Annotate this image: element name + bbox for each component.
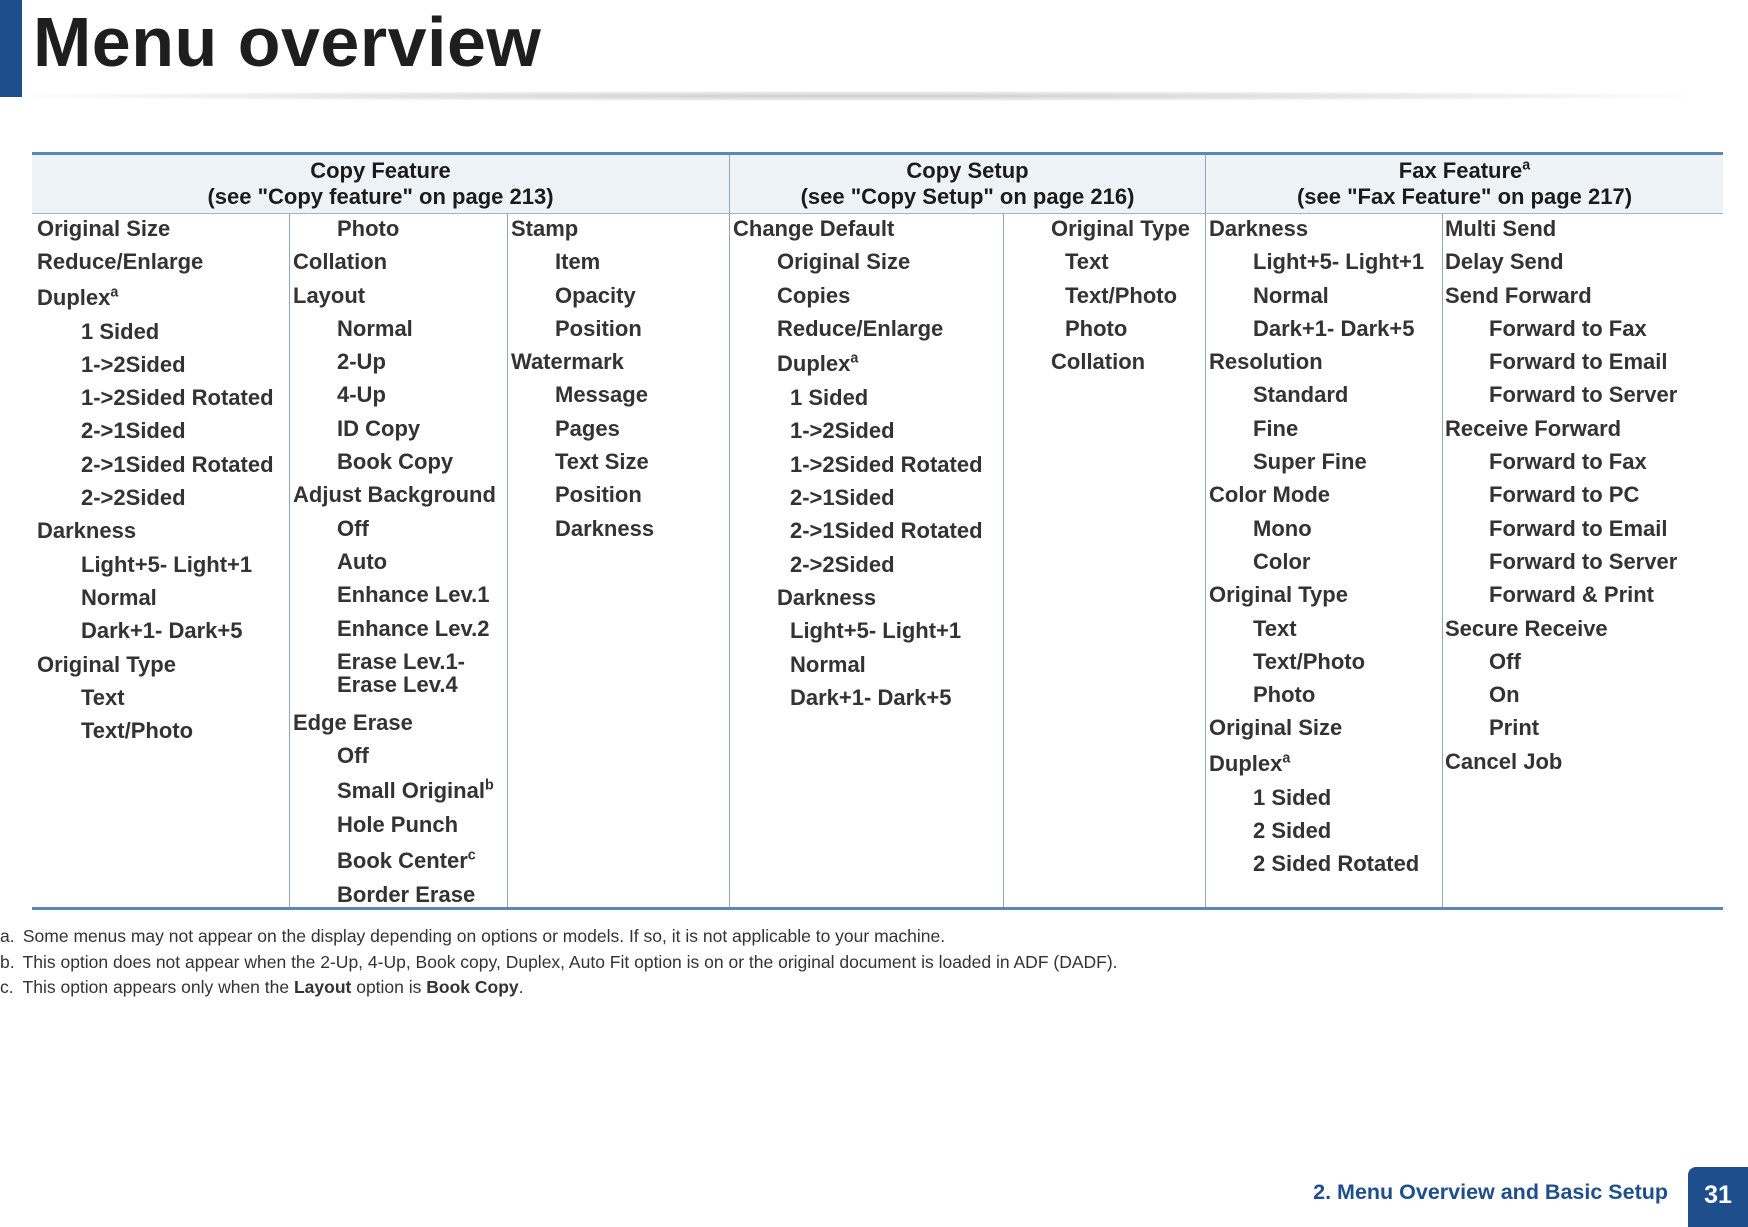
menu-item [1445, 345, 1721, 378]
page-number-badge: 31 [1688, 1167, 1748, 1227]
menu-item-label: Darkness [1209, 216, 1309, 241]
menu-item-label: Photo [337, 216, 400, 241]
menu-item-label: Normal [790, 651, 866, 677]
header-copy-feature [32, 155, 729, 213]
menu-item [1445, 312, 1721, 345]
menu-item [1445, 645, 1721, 678]
menu-item [733, 414, 1001, 447]
menu-item-label: Book Center [337, 847, 468, 873]
menu-item-label: Print [1489, 715, 1540, 741]
footnote-letter: b. [0, 951, 15, 972]
menu-item [37, 245, 287, 278]
menu-item-label: Forward to Server [1489, 382, 1678, 408]
menu-item-label: 2 Sided Rotated [1253, 851, 1420, 877]
menu-item-label: 1->2Sided Rotated [81, 385, 274, 411]
menu-item-label: Copies [777, 282, 851, 308]
menu-item [733, 581, 1001, 614]
menu-item-label: Light+5- Light+1 [790, 618, 962, 644]
header-divider [1205, 155, 1206, 213]
menu-item-label: Duplex [777, 351, 851, 377]
header-copy-setup [730, 155, 1205, 213]
menu-item-label: Photo [1253, 682, 1316, 708]
menu-item-label: 2->1Sided [81, 418, 186, 444]
menu-item [1445, 279, 1721, 312]
menu-item-label: Adjust Background [293, 482, 496, 508]
menu-item [733, 245, 1001, 278]
menu-table [32, 152, 1723, 910]
footnote-c [0, 975, 1118, 1001]
footnote-ref: c [467, 847, 476, 864]
menu-item-label: ID Copy [337, 415, 421, 441]
menu-item-label: Photo [1065, 315, 1128, 341]
menu-item [511, 212, 726, 245]
menu-item [293, 245, 505, 278]
menu-item-label: Forward to Fax [1489, 315, 1647, 341]
menu-item-label: 1->2Sided [81, 351, 186, 377]
menu-item [1445, 678, 1721, 711]
menu-item-label: Original Type [1051, 216, 1190, 241]
menu-item-label: Light+5- Light+1 [1253, 249, 1425, 275]
menu-item-label: Text/Photo [1065, 282, 1178, 308]
menu-item-label: Off [1489, 648, 1521, 674]
menu-item [1209, 545, 1440, 578]
footnote-ref: a [1282, 750, 1291, 767]
header-copy-feature-name: Copy Feature [310, 158, 451, 183]
menu-item-label: Darkness [37, 518, 137, 544]
footnote-ref: a [850, 350, 859, 367]
menu-item [1209, 814, 1440, 847]
menu-item-label: Off [337, 515, 369, 541]
menu-item-label: Off [337, 743, 369, 769]
menu-item [1209, 512, 1440, 545]
menu-item [37, 448, 287, 481]
header-divider [729, 155, 730, 213]
header-fax-feature-title [1206, 158, 1723, 184]
menu-item [293, 345, 505, 378]
menu-item-label: Change Default [733, 216, 895, 241]
menu-item [1209, 645, 1440, 678]
menu-item [1209, 847, 1440, 880]
menu-item [1209, 578, 1440, 611]
menu-item [37, 514, 287, 547]
column-divider [1003, 214, 1004, 907]
menu-item-label: Normal [337, 315, 413, 341]
menu-item [1445, 378, 1721, 411]
menu-item-label: Stamp [511, 216, 579, 241]
menu-item [37, 212, 287, 245]
column-divider [1205, 214, 1206, 907]
menu-item [511, 245, 726, 278]
menu-item-label: 4-Up [337, 382, 386, 408]
menu-item-label: Forward to Server [1489, 548, 1678, 574]
menu-item [1445, 478, 1721, 511]
menu-item [733, 212, 1001, 245]
menu-item-label: Dark+1- Dark+5 [81, 618, 243, 644]
menu-item-label: Receive Forward [1445, 415, 1622, 441]
menu-item [293, 545, 505, 578]
menu-item [511, 445, 726, 478]
menu-item [733, 381, 1001, 414]
footnote-letter: c. [0, 977, 14, 997]
menu-item [293, 578, 505, 611]
menu-item-label: Cancel Job [1445, 748, 1563, 774]
menu-item-label: Message [555, 382, 648, 408]
menu-item [511, 378, 726, 411]
menu-item [1209, 478, 1440, 511]
menu-item [293, 512, 505, 545]
menu-item [1209, 378, 1440, 411]
menu-item [1209, 212, 1440, 245]
menu-item [293, 645, 497, 706]
menu-item-label: Position [555, 482, 642, 508]
menu-item [1051, 345, 1203, 378]
menu-item-label: Normal [81, 584, 157, 610]
menu-item-label: Fine [1253, 415, 1299, 441]
menu-item [293, 772, 505, 808]
footnote-ref: a [110, 284, 119, 301]
menu-item-label: 2->1Sided Rotated [81, 451, 274, 477]
menu-item-label: Border Erase [337, 881, 476, 907]
page-title: Menu overview [33, 3, 542, 81]
menu-item [1445, 578, 1721, 611]
column-divider [1442, 214, 1443, 907]
header-fax-feature-ref: (see "Fax Feature" on page 217) [1296, 184, 1633, 209]
menu-item [511, 345, 726, 378]
menu-item-label: Watermark [511, 349, 624, 375]
column-divider [729, 214, 730, 907]
menu-item-label: Auto [337, 548, 388, 574]
menu-item-label: Original Size [37, 216, 171, 241]
menu-item [293, 842, 505, 878]
menu-item-label: Book Copy [337, 449, 454, 475]
header-copy-feature-ref: (see "Copy feature" on page 213) [207, 184, 554, 209]
menu-item-label: Forward to PC [1489, 482, 1640, 508]
menu-item-label: Color Mode [1209, 482, 1330, 508]
menu-item [1445, 612, 1721, 645]
menu-item-label: On [1489, 682, 1520, 708]
menu-item-label: Forward to Fax [1489, 449, 1647, 475]
header-fax-feature [1206, 155, 1723, 213]
footnote-text: This option does not appear when the 2-Up, 4-Up, Book copy, Duplex, Auto Fit option is on or the original document is loaded in ADF (DADF). [22, 951, 1118, 972]
footnote-a [0, 924, 1118, 950]
menu-item [1051, 279, 1203, 312]
footnote-text: Some menus may not appear on the display depending on options or models. If so, it is not applicable to your machine. [22, 926, 946, 946]
menu-item [1445, 412, 1721, 445]
menu-item-label: 1 Sided [790, 385, 869, 411]
menu-item-label: Reduce/Enlarge [37, 249, 204, 275]
menu-item-label: Text Size [555, 449, 649, 475]
menu-item [293, 445, 505, 478]
menu-item-label: Enhance Lev.1 [337, 582, 490, 608]
menu-item-label: Dark+1- Dark+5 [790, 684, 952, 710]
menu-item [1445, 512, 1721, 545]
menu-column-copy-feature-2 [293, 212, 505, 911]
footnote-bold-term: Layout [293, 977, 352, 997]
menu-item-label: Layout [293, 282, 366, 308]
header-copy-setup-ref: (see "Copy Setup" on page 216) [800, 184, 1135, 209]
column-divider [289, 214, 290, 907]
footnote-letter: a. [0, 926, 15, 946]
menu-item-label: Position [555, 315, 642, 341]
menu-item [293, 478, 505, 511]
menu-item-label: Original Type [1209, 582, 1348, 608]
menu-item-label: Normal [1253, 282, 1329, 308]
menu-item-label: Text/Photo [1253, 648, 1366, 674]
menu-item-label: Original Size [777, 249, 911, 275]
menu-item-label: 2->2Sided [81, 485, 186, 511]
menu-item [37, 681, 287, 714]
footer-chapter-link[interactable]: 2. Menu Overview and Basic Setup [1313, 1180, 1668, 1204]
menu-item-label: Reduce/Enlarge [777, 315, 944, 341]
menu-item [293, 412, 505, 445]
menu-item-label: Hole Punch [337, 812, 459, 838]
menu-item-label: Send Forward [1445, 282, 1592, 308]
menu-item-label: Text/Photo [81, 718, 194, 744]
menu-item-label: Resolution [1209, 349, 1323, 375]
table-bottom-rule [32, 907, 1723, 910]
menu-item [293, 312, 505, 345]
menu-item [1445, 445, 1721, 478]
menu-item-label: Duplex [1209, 750, 1283, 776]
menu-column-copy-feature-3 [511, 212, 726, 545]
footnote-b [0, 950, 1118, 976]
footnote-ref: b [484, 778, 494, 795]
menu-item [733, 548, 1001, 581]
menu-item-label: Pages [555, 415, 620, 441]
menu-item-label: Collation [293, 249, 388, 275]
menu-item-label: Item [555, 249, 601, 275]
menu-item [37, 614, 287, 647]
menu-item-label: 1->2Sided Rotated [790, 451, 983, 477]
menu-item-label: Forward to Email [1489, 515, 1668, 541]
header-fax-feature-name: Fax Feature [1398, 158, 1523, 183]
menu-column-copy-feature-1 [37, 212, 287, 747]
menu-item [37, 381, 287, 414]
menu-item [511, 412, 726, 445]
menu-item [733, 681, 1001, 714]
menu-item [733, 279, 1001, 312]
menu-item-label: Text [81, 684, 125, 710]
title-divider [30, 91, 1685, 101]
menu-item-label: Standard [1253, 382, 1349, 408]
menu-item [1209, 612, 1440, 645]
menu-item-label: Color [1253, 548, 1311, 574]
menu-item [1445, 545, 1721, 578]
menu-item [1209, 678, 1440, 711]
menu-item-label: Original Type [37, 651, 176, 677]
menu-column-copy-setup-2 [1051, 212, 1203, 378]
menu-item [511, 312, 726, 345]
header-copy-setup-name: Copy Setup [906, 158, 1029, 183]
menu-item [1051, 312, 1203, 345]
menu-item-label: 2->2Sided [790, 551, 895, 577]
footnote-bold-term: Book Copy [426, 977, 519, 997]
menu-item [37, 581, 287, 614]
footnote-text: . [518, 977, 524, 997]
menu-item [37, 548, 287, 581]
menu-item-label: 1 Sided [81, 318, 160, 344]
menu-item [293, 279, 505, 312]
menu-item-label: Small Original [337, 778, 485, 804]
menu-item [1209, 279, 1440, 312]
menu-item [37, 714, 287, 747]
menu-item-label: Super Fine [1253, 449, 1367, 475]
menu-item-label: Collation [1051, 349, 1146, 375]
title-accent-bar [0, 0, 22, 97]
menu-item-label: 1->2Sided [790, 418, 895, 444]
menu-item-label: Text [1065, 249, 1109, 275]
menu-item [1209, 445, 1440, 478]
menu-column-fax-feature-2 [1445, 212, 1721, 778]
menu-item [293, 706, 505, 739]
menu-item-label: Edge Erase [293, 709, 413, 735]
menu-item [1209, 312, 1440, 345]
menu-item-label: Light+5- Light+1 [81, 551, 253, 577]
menu-column-copy-setup-1 [733, 212, 1001, 714]
menu-column-fax-feature-1 [1209, 212, 1440, 881]
menu-item [1209, 745, 1440, 781]
menu-item-label: Secure Receive [1445, 615, 1608, 641]
menu-item [733, 648, 1001, 681]
menu-item [733, 345, 1001, 381]
menu-item-label: Erase Lev.1- Erase Lev.4 [337, 648, 466, 697]
menu-item-label: Forward to Email [1489, 349, 1668, 375]
menu-item-label: 1 Sided [1253, 784, 1332, 810]
menu-item [733, 514, 1001, 547]
menu-item [511, 478, 726, 511]
menu-item-label: 2 Sided [1253, 818, 1332, 844]
menu-item [37, 414, 287, 447]
menu-item [1445, 711, 1721, 744]
footnote-text: This option appears only when the [22, 977, 294, 997]
menu-item-label: Original Size [1209, 715, 1343, 741]
menu-item [293, 378, 505, 411]
menu-item [1209, 245, 1440, 278]
menu-item [293, 612, 505, 645]
menu-item-label: 2->1Sided Rotated [790, 518, 983, 544]
menu-item-label: Dark+1- Dark+5 [1253, 315, 1415, 341]
menu-item [37, 279, 287, 315]
menu-item [293, 739, 505, 772]
menu-item-label: Duplex [37, 284, 111, 310]
menu-item [1051, 245, 1203, 278]
menu-item-label: Delay Send [1445, 249, 1564, 275]
menu-item [1209, 345, 1440, 378]
menu-item [1209, 781, 1440, 814]
footnotes [0, 924, 1118, 1001]
menu-item-label: Text [1253, 615, 1297, 641]
menu-item [733, 614, 1001, 647]
menu-item [733, 312, 1001, 345]
menu-item [293, 808, 505, 841]
menu-item [733, 481, 1001, 514]
menu-item-label: Darkness [777, 584, 877, 610]
menu-item [37, 481, 287, 514]
menu-item [733, 448, 1001, 481]
footnote-ref: a [1522, 157, 1531, 174]
menu-item-label: Opacity [555, 282, 636, 308]
menu-item [293, 212, 505, 245]
menu-item-label: Enhance Lev.2 [337, 615, 490, 641]
menu-item [37, 648, 287, 681]
menu-item [1445, 745, 1721, 778]
menu-item [511, 512, 726, 545]
footnote-text: option is [351, 977, 427, 997]
menu-item-label: Mono [1253, 515, 1312, 541]
menu-item [1209, 412, 1440, 445]
menu-item-label: Forward & Print [1489, 582, 1655, 608]
menu-item [1445, 245, 1721, 278]
menu-item [1051, 212, 1203, 245]
menu-item-label: Multi Send [1445, 216, 1557, 241]
menu-item-label: Darkness [555, 515, 655, 541]
menu-item-label: 2->1Sided [790, 485, 895, 511]
menu-item [37, 348, 287, 381]
menu-item [37, 315, 287, 348]
menu-item [1445, 212, 1721, 245]
column-divider [507, 214, 508, 907]
menu-item [511, 279, 726, 312]
menu-item [1209, 711, 1440, 744]
menu-item-label: 2-Up [337, 349, 386, 375]
